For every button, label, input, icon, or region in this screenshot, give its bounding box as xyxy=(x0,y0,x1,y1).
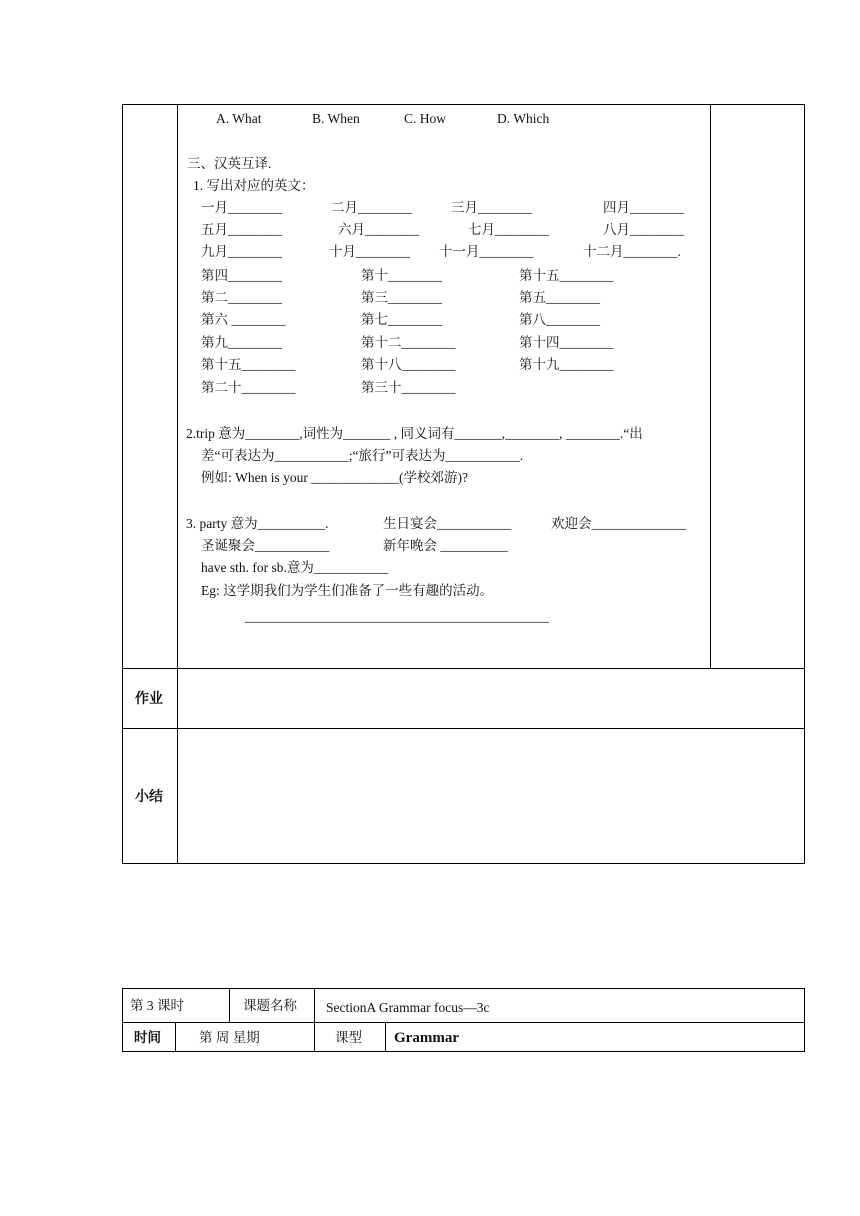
table-bottom-border xyxy=(122,863,805,864)
table-col-divider xyxy=(177,104,178,864)
question-2-line-2: 差“可表达为___________;“旅行”可表达为___________. xyxy=(201,448,524,463)
ordinal-item: 第二十________ xyxy=(201,380,296,395)
ordinal-item: 第七________ xyxy=(361,312,442,327)
question-3-newyear: 新年晚会 __________ xyxy=(383,538,508,553)
question-3-party: 3. party 意为__________. xyxy=(186,516,329,531)
month-aug: 八月________ xyxy=(603,222,684,237)
ordinal-item: 第三________ xyxy=(361,290,442,305)
ordinal-item: 第十五________ xyxy=(201,357,296,372)
header-col-divider xyxy=(175,1022,176,1052)
month-apr: 四月________ xyxy=(603,200,684,215)
ordinal-item: 第十四________ xyxy=(519,335,614,350)
month-jun: 六月________ xyxy=(338,222,419,237)
header-col-divider xyxy=(314,988,315,1023)
ordinal-item: 第六 ________ xyxy=(201,312,286,327)
header-table-bottom xyxy=(122,1051,805,1052)
ordinal-item: 第二________ xyxy=(201,290,282,305)
question-3-answer-line: _____________________________________________ xyxy=(245,609,549,624)
table-row-divider-2 xyxy=(122,728,805,729)
topic-label: 课题名称 xyxy=(243,998,297,1013)
question-1: 1. 写出对应的英文： xyxy=(193,178,315,193)
ordinal-item: 第十八________ xyxy=(361,357,456,372)
ordinal-item: 第十九________ xyxy=(519,357,614,372)
table-top-border xyxy=(122,104,805,105)
question-3-welcome: 欢迎会______________ xyxy=(551,516,686,531)
ordinal-item: 第十五________ xyxy=(519,268,614,283)
month-jul: 七月________ xyxy=(468,222,549,237)
month-oct: 十月________ xyxy=(329,244,410,259)
month-nov: 十一月________ xyxy=(439,244,534,259)
header-col-divider xyxy=(385,1022,386,1052)
topic-value: SectionA Grammar focus—3c xyxy=(326,1000,490,1015)
option-a: A. What xyxy=(216,111,262,126)
time-label: 时间 xyxy=(134,1030,161,1046)
option-c: C. How xyxy=(404,111,447,126)
question-3-christmas: 圣诞聚会___________ xyxy=(201,538,330,553)
type-value: Grammar xyxy=(394,1030,459,1046)
ordinal-item: 第四________ xyxy=(201,268,282,283)
month-sep: 九月________ xyxy=(201,244,282,259)
summary-label: 小结 xyxy=(135,789,163,805)
ordinal-item: 第十二________ xyxy=(361,335,456,350)
header-col-divider xyxy=(229,988,230,1023)
table-left-border xyxy=(122,104,123,864)
question-3-example: Eg: 这学期我们为学生们准备了一些有趣的活动。 xyxy=(201,583,494,598)
ordinal-item: 第五________ xyxy=(519,290,600,305)
ordinal-item: 第三十________ xyxy=(361,380,456,395)
month-feb: 二月________ xyxy=(331,200,412,215)
lesson-number: 第 3 课时 xyxy=(130,998,184,1013)
question-3-have-sth: have sth. for sb.意为___________ xyxy=(201,560,389,575)
header-table-top xyxy=(122,988,805,989)
homework-label: 作业 xyxy=(135,691,163,707)
ordinal-item: 第十________ xyxy=(361,268,442,283)
month-dec: 十二月________. xyxy=(583,244,681,259)
month-jan: 一月________ xyxy=(201,200,282,215)
ordinal-item: 第八________ xyxy=(519,312,600,327)
option-b: B. When xyxy=(312,111,360,126)
table-right-border xyxy=(804,104,805,864)
question-2-line-3: 例如: When is your _____________(学校郊游)? xyxy=(201,470,468,485)
week-day-field: 第 周 星期 xyxy=(199,1030,260,1045)
option-d: D. Which xyxy=(497,111,550,126)
month-may: 五月________ xyxy=(201,222,282,237)
ordinal-item: 第九________ xyxy=(201,335,282,350)
section-heading: 三、汉英互译. xyxy=(187,156,272,171)
header-table-left xyxy=(122,988,123,1052)
question-3-birthday: 生日宴会___________ xyxy=(383,516,512,531)
question-2-line-1: 2.trip 意为________,词性为_______ , 同义词有_______,________, ________.“出 xyxy=(186,426,643,441)
month-mar: 三月________ xyxy=(451,200,532,215)
header-col-divider xyxy=(314,1022,315,1052)
header-table-right xyxy=(804,988,805,1052)
header-table-middle xyxy=(122,1022,805,1023)
type-label: 课型 xyxy=(335,1030,362,1045)
table-inner-col-divider xyxy=(710,104,711,669)
table-row-divider-1 xyxy=(122,668,805,669)
